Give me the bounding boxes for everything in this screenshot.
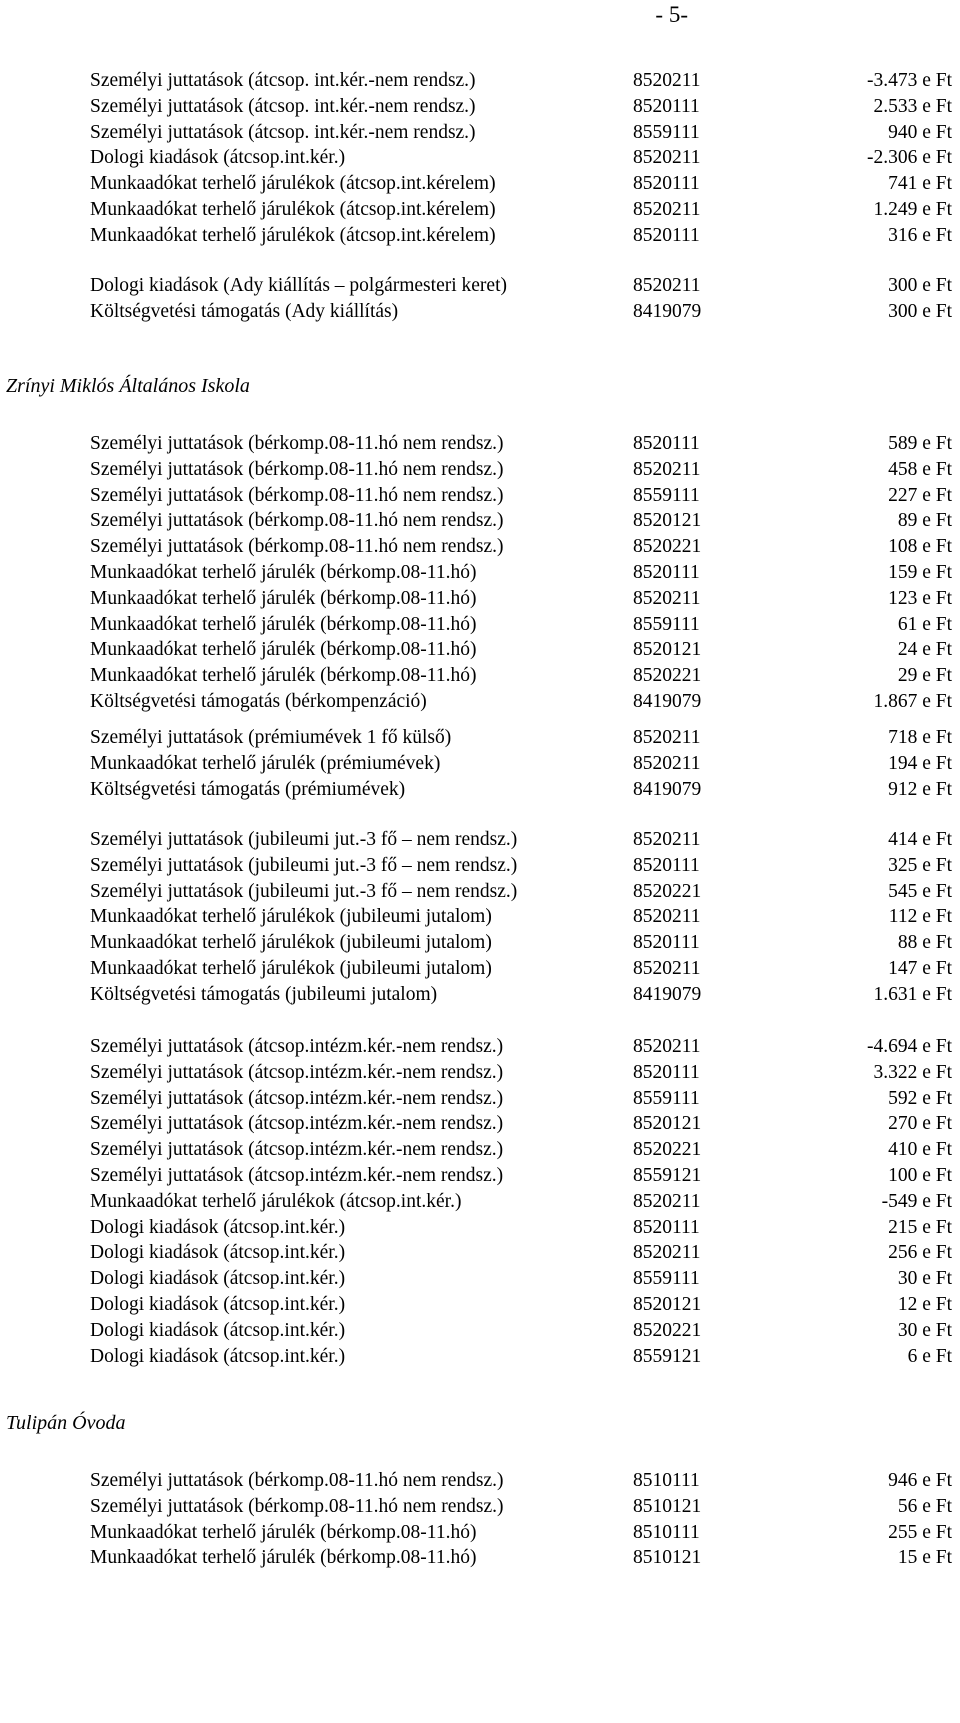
budget-row <box>0 1034 960 1060</box>
row-amount: 410 e Ft <box>888 1139 952 1161</box>
budget-row <box>0 637 960 663</box>
page-number: - 5- <box>655 2 688 27</box>
budget-row <box>0 725 960 751</box>
budget-row <box>0 197 960 223</box>
budget-row <box>0 663 960 689</box>
row-description: Munkaadókat terhelő járulékok (átcsop.int.kérelem) <box>90 199 496 220</box>
row-code: 8520211 <box>633 1242 701 1264</box>
row-description: Személyi juttatások (jubileumi jut.-3 fő – nem rendsz.) <box>90 854 518 876</box>
row-amount: 741 e Ft <box>888 173 952 195</box>
row-description: Költségvetési támogatás (jubileumi jutalom) <box>90 983 438 1005</box>
row-description: Munkaadókat terhelő járulék (bérkomp.08-11.hó) <box>90 587 477 609</box>
row-amount: 300 e Ft <box>888 300 952 322</box>
row-description: Személyi juttatások (bérkomp.08-11.hó nem rendsz.) <box>90 433 504 454</box>
row-code: 8520211 <box>633 829 701 850</box>
row-code: 8520111 <box>633 433 700 454</box>
row-description: Munkaadókat terhelő járulékok (átcsop.int.kér.) <box>90 1190 462 1212</box>
row-amount: 30 e Ft <box>897 1268 952 1290</box>
budget-row <box>0 483 960 509</box>
budget-row <box>0 1545 960 1571</box>
row-description: Személyi juttatások (átcsop. int.kér.-nem rendsz.) <box>90 121 476 143</box>
row-amount: 6 e Ft <box>907 1345 952 1367</box>
row-amount: 256 e Ft <box>888 1242 952 1264</box>
row-code: 8520111 <box>633 1216 700 1238</box>
budget-row <box>0 508 960 534</box>
row-description: Dologi kiadások (átcsop.int.kér.) <box>90 1294 346 1315</box>
row-code: 8520221 <box>633 1319 702 1341</box>
budget-row <box>0 273 960 299</box>
budget-row <box>0 1266 960 1292</box>
row-code: 8520211 <box>633 199 701 220</box>
row-amount: 61 e Ft <box>897 613 952 635</box>
row-description: Személyi juttatások (bérkomp.08-11.hó nem rendsz.) <box>90 1495 504 1517</box>
row-amount: 89 e Ft <box>897 510 952 532</box>
row-code: 8510111 <box>633 1521 700 1543</box>
row-amount: 29 e Ft <box>897 665 952 687</box>
row-code: 8520121 <box>633 510 702 532</box>
row-description: Személyi juttatások (bérkomp.08-11.hó nem rendsz.) <box>90 458 504 480</box>
row-description: Dologi kiadások (átcsop.int.kér.) <box>90 1268 346 1290</box>
row-description: Dologi kiadások (átcsop.int.kér.) <box>90 1345 346 1367</box>
row-description: Személyi juttatások (bérkomp.08-11.hó nem rendsz.) <box>90 484 504 506</box>
budget-row <box>0 853 960 879</box>
budget-row <box>0 94 960 120</box>
budget-row <box>0 1215 960 1241</box>
row-description: Dologi kiadások (átcsop.int.kér.) <box>90 147 346 169</box>
row-code: 8520111 <box>633 95 700 117</box>
row-amount: 1.631 e Ft <box>873 983 952 1005</box>
budget-row <box>0 68 960 94</box>
budget-row <box>0 1468 960 1494</box>
row-description: Személyi juttatások (bérkomp.08-11.hó nem rendsz.) <box>90 510 504 532</box>
row-code: 8520211 <box>633 906 701 928</box>
row-description: Munkaadókat terhelő járulék (bérkomp.08-11.hó) <box>90 562 477 583</box>
row-code: 8559121 <box>633 1345 702 1367</box>
row-description: Munkaadókat terhelő járulék (prémiumévek) <box>90 752 441 774</box>
budget-row <box>0 457 960 483</box>
budget-row <box>0 1086 960 1112</box>
row-amount: 30 e Ft <box>897 1319 952 1341</box>
row-description: Munkaadókat terhelő járulék (bérkomp.08-11.hó) <box>90 1521 477 1543</box>
row-amount: 227 e Ft <box>888 484 952 506</box>
budget-row <box>0 982 960 1008</box>
budget-row <box>0 1520 960 1546</box>
row-code: 8520221 <box>633 1139 702 1161</box>
row-code: 8510121 <box>633 1495 702 1517</box>
budget-row <box>0 171 960 197</box>
row-description: Személyi juttatások (átcsop.intézm.kér.-nem rendsz.) <box>90 1036 504 1057</box>
row-code: 8520211 <box>633 752 701 774</box>
row-amount: 24 e Ft <box>897 639 952 661</box>
row-description: Személyi juttatások (prémiumévek 1 fő külső) <box>90 727 452 748</box>
section-heading: Tulipán Óvoda <box>6 1412 126 1434</box>
row-description: Személyi juttatások (bérkomp.08-11.hó nem rendsz.) <box>90 1470 504 1491</box>
row-code: 8520211 <box>633 958 701 979</box>
row-description: Dologi kiadások (átcsop.int.kér.) <box>90 1242 346 1264</box>
row-code: 8520221 <box>633 665 702 687</box>
budget-row <box>0 751 960 777</box>
row-code: 8510121 <box>633 1547 702 1569</box>
row-amount: 255 e Ft <box>888 1521 952 1543</box>
budget-row <box>0 612 960 638</box>
row-description: Személyi juttatások (átcsop.intézm.kér.-nem rendsz.) <box>90 1113 504 1135</box>
budget-row <box>0 1189 960 1215</box>
row-code: 8520211 <box>633 1036 701 1057</box>
row-description: Dologi kiadások (Ady kiállítás – polgármesteri keret) <box>90 275 507 296</box>
row-description: Dologi kiadások (átcsop.int.kér.) <box>90 1319 346 1341</box>
row-description: Személyi juttatások (átcsop.intézm.kér.-nem rendsz.) <box>90 1165 504 1186</box>
row-description: Munkaadókat terhelő járulék (bérkomp.08-11.hó) <box>90 639 477 661</box>
budget-row <box>0 904 960 930</box>
budget-row <box>0 1240 960 1266</box>
row-amount: 1.249 e Ft <box>873 199 952 220</box>
row-amount: 100 e Ft <box>888 1165 952 1186</box>
budget-row <box>0 120 960 146</box>
row-amount: -4.694 e Ft <box>866 1036 952 1057</box>
row-code: 8419079 <box>633 983 702 1005</box>
budget-row <box>0 1292 960 1318</box>
budget-row <box>0 827 960 853</box>
row-code: 8520111 <box>633 562 700 583</box>
row-amount: 2.533 e Ft <box>873 95 952 117</box>
row-amount: 545 e Ft <box>888 880 952 902</box>
row-amount: 3.322 e Ft <box>873 1061 952 1083</box>
budget-row <box>0 1318 960 1344</box>
row-description: Munkaadókat terhelő járulék (bérkomp.08-11.hó) <box>90 613 477 635</box>
row-code: 8559111 <box>633 613 700 635</box>
row-code: 8419079 <box>633 300 702 322</box>
row-description: Személyi juttatások (jubileumi jut.-3 fő – nem rendsz.) <box>90 880 518 902</box>
row-amount: 88 e Ft <box>897 932 952 954</box>
budget-row <box>0 879 960 905</box>
row-code: 8559111 <box>633 121 700 143</box>
row-amount: 270 e Ft <box>888 1113 952 1135</box>
row-code: 8520211 <box>633 70 701 91</box>
row-code: 8419079 <box>633 778 702 800</box>
row-amount: 414 e Ft <box>888 829 952 850</box>
budget-row <box>0 956 960 982</box>
row-code: 8559111 <box>633 1268 700 1290</box>
budget-row <box>0 560 960 586</box>
row-amount: 56 e Ft <box>897 1495 952 1517</box>
row-amount: 718 e Ft <box>888 727 952 748</box>
row-code: 8520121 <box>633 639 702 661</box>
row-code: 8510111 <box>633 1470 700 1491</box>
row-code: 8559121 <box>633 1165 702 1186</box>
budget-row <box>0 299 960 325</box>
row-description: Munkaadókat terhelő járulék (bérkomp.08-11.hó) <box>90 1547 477 1569</box>
row-amount: 123 e Ft <box>888 587 952 609</box>
row-amount: -3.473 e Ft <box>866 70 952 91</box>
row-amount: 112 e Ft <box>888 906 952 928</box>
row-amount: 592 e Ft <box>888 1087 952 1109</box>
budget-row <box>0 1060 960 1086</box>
row-code: 8520211 <box>633 1190 701 1212</box>
row-amount: -549 e Ft <box>881 1190 952 1212</box>
row-code: 8520111 <box>633 224 700 246</box>
row-description: Költségvetési támogatás (prémiumévek) <box>90 778 406 800</box>
budget-row <box>0 1163 960 1189</box>
row-amount: 15 e Ft <box>897 1547 952 1569</box>
row-code: 8520221 <box>633 536 702 558</box>
row-amount: 1.867 e Ft <box>873 691 952 712</box>
row-description: Munkaadókat terhelő járulék (bérkomp.08-11.hó) <box>90 665 477 687</box>
budget-row <box>0 930 960 956</box>
row-amount: 458 e Ft <box>888 458 952 480</box>
row-description: Személyi juttatások (jubileumi jut.-3 fő – nem rendsz.) <box>90 829 518 850</box>
row-code: 8520111 <box>633 173 700 195</box>
budget-row <box>0 223 960 249</box>
budget-row <box>0 689 960 715</box>
row-description: Személyi juttatások (átcsop.intézm.kér.-nem rendsz.) <box>90 1061 504 1083</box>
row-amount: 912 e Ft <box>888 778 952 800</box>
row-code: 8520121 <box>633 1113 702 1135</box>
row-amount: 194 e Ft <box>888 752 952 774</box>
row-code: 8520211 <box>633 275 701 296</box>
row-code: 8520211 <box>633 587 701 609</box>
row-description: Személyi juttatások (átcsop.intézm.kér.-nem rendsz.) <box>90 1139 504 1161</box>
budget-row <box>0 777 960 803</box>
section-heading: Zrínyi Miklós Általános Iskola <box>6 375 250 397</box>
row-description: Személyi juttatások (átcsop. int.kér.-nem rendsz.) <box>90 95 476 117</box>
row-description: Munkaadókat terhelő járulékok (átcsop.int.kérelem) <box>90 224 496 246</box>
row-description: Személyi juttatások (átcsop.intézm.kér.-nem rendsz.) <box>90 1087 504 1109</box>
row-description: Munkaadókat terhelő járulékok (jubileumi jutalom) <box>90 906 492 928</box>
row-amount: 159 e Ft <box>888 562 952 583</box>
row-code: 8520211 <box>633 458 701 480</box>
row-code: 8559111 <box>633 1087 700 1109</box>
row-amount: 946 e Ft <box>888 1470 952 1491</box>
budget-row <box>0 1137 960 1163</box>
budget-row <box>0 1111 960 1137</box>
row-amount: 316 e Ft <box>888 224 952 246</box>
row-code: 8520111 <box>633 854 700 876</box>
row-code: 8520211 <box>633 147 701 169</box>
row-code: 8520111 <box>633 1061 700 1083</box>
budget-row <box>0 1494 960 1520</box>
row-amount: 12 e Ft <box>897 1294 952 1315</box>
row-code: 8419079 <box>633 691 702 712</box>
row-amount: 325 e Ft <box>888 854 952 876</box>
row-code: 8520211 <box>633 727 701 748</box>
row-code: 8520121 <box>633 1294 702 1315</box>
row-amount: 215 e Ft <box>888 1216 952 1238</box>
row-amount: 108 e Ft <box>888 536 952 558</box>
row-amount: -2.306 e Ft <box>866 147 952 169</box>
row-description: Dologi kiadások (átcsop.int.kér.) <box>90 1216 346 1238</box>
row-code: 8520111 <box>633 932 700 954</box>
row-amount: 589 e Ft <box>888 433 952 454</box>
row-amount: 300 e Ft <box>888 275 952 296</box>
row-code: 8520221 <box>633 880 702 902</box>
row-amount: 940 e Ft <box>888 121 952 143</box>
budget-row <box>0 145 960 171</box>
budget-row <box>0 586 960 612</box>
row-description: Személyi juttatások (bérkomp.08-11.hó nem rendsz.) <box>90 536 504 558</box>
row-description: Személyi juttatások (átcsop. int.kér.-nem rendsz.) <box>90 70 476 91</box>
budget-row <box>0 431 960 457</box>
budget-row <box>0 1344 960 1370</box>
row-description: Költségvetési támogatás (Ady kiállítás) <box>90 300 399 322</box>
row-description: Munkaadókat terhelő járulékok (jubileumi jutalom) <box>90 932 492 954</box>
budget-row <box>0 534 960 560</box>
row-description: Költségvetési támogatás (bérkompenzáció) <box>90 691 427 712</box>
row-description: Munkaadókat terhelő járulékok (átcsop.int.kérelem) <box>90 173 496 195</box>
row-description: Munkaadókat terhelő járulékok (jubileumi jutalom) <box>90 958 492 979</box>
row-code: 8559111 <box>633 484 700 506</box>
row-amount: 147 e Ft <box>888 958 952 979</box>
